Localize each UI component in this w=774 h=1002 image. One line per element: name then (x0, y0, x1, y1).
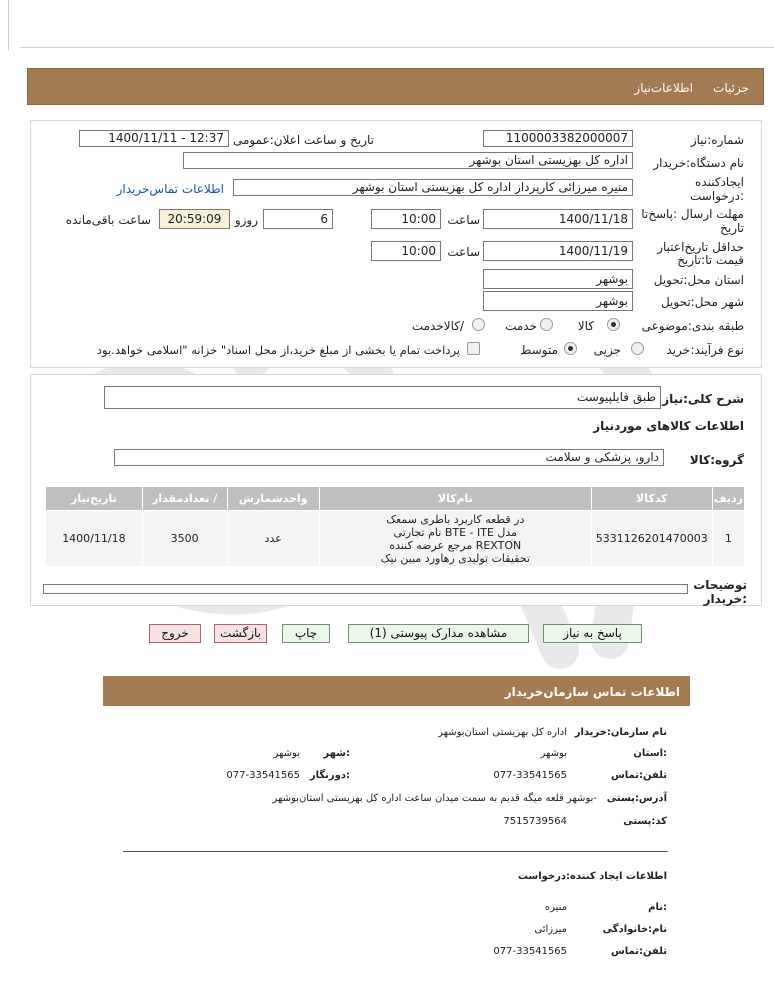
process-small-radio[interactable] (631, 342, 644, 355)
process-label: نوع فرآیند: (690, 343, 744, 357)
creator-label-2: :درخواست (690, 189, 744, 203)
creator-label-1: ایجادکننده (695, 175, 744, 189)
contact-title-bar (103, 676, 690, 706)
city-field: بوشهر (483, 291, 633, 311)
phone-value: 077-33541565 (493, 770, 567, 781)
fax-label: :دورنگار (309, 770, 350, 781)
remaining-label: ساعت باقی‌مانده (65, 213, 151, 227)
cell-qty: 3500 (142, 511, 227, 567)
creator-name-label: :نام (648, 902, 667, 913)
validity-label-2: قیمت تا:تاریخ (677, 253, 744, 267)
buyer-field: اداره کل بهزیستی استان بوشهر (183, 152, 633, 169)
deadline-date-field: 1400/11/18 (483, 209, 633, 229)
attachments-button[interactable]: مشاهده مدارک پیوستی (1) (348, 624, 529, 643)
validity-label-1: حداقل تاریخ‌اعتبار (657, 240, 744, 254)
buyer-contact-link[interactable]: اطلاعات تماس‌خریدار (116, 182, 224, 196)
need-number-label: شماره:نیاز (690, 133, 744, 147)
org-value: اداره کل بهزیستی استان‌بوشهر (438, 727, 567, 738)
process-medium-label: متوسط (520, 343, 558, 357)
creator-family-label: نام:خانوادگی (602, 924, 667, 935)
remaining-time-field: 20:59:09 (159, 209, 230, 229)
cell-row: 1 (712, 511, 744, 567)
contact-title: اطلاعات تماس سازمان‌خریدار (504, 685, 680, 699)
address-value: -بوشهر قلعه میگه قدیم به سمت میدان ساعت اداره کل بهزیستی استان‌بوشهر (272, 793, 597, 804)
creator-field: منیره میرزائی کارپرداز اداره کل بهزیستی استان بوشهر (233, 179, 633, 196)
validity-time-label: ساعت (447, 245, 480, 259)
col-date: تاریخ‌نیاز (46, 487, 143, 511)
category-goods-radio[interactable] (607, 318, 620, 331)
city-label: شهر محل:تحویل (660, 295, 744, 309)
announce-label: تاریخ و ساعت اعلان:عمومی (232, 133, 374, 147)
days-field: 6 (263, 209, 333, 229)
postal-label: کد:پستی (623, 816, 667, 827)
col-row: ردیف (712, 487, 744, 511)
deadline-time-label: ساعت (447, 213, 480, 227)
description-field: طبق فایلپیوست (104, 386, 661, 409)
col-name: نام‌کالا (319, 487, 591, 511)
col-unit: واحدشمارش (227, 487, 319, 511)
category-service-label: خدمت (505, 319, 537, 333)
reply-button[interactable]: پاسخ به نیاز (543, 624, 642, 643)
category-label: طبقه بندی:موضوعی (641, 319, 744, 333)
deadline-label-1: مهلت ارسال :پاسخ‌تا (641, 207, 744, 221)
cell-date: 1400/11/18 (46, 511, 143, 567)
city-contact-value: بوشهر (273, 748, 300, 759)
creator-family-value: میرزائی (534, 924, 567, 935)
city-contact-label: :شهر (323, 748, 350, 759)
category-both-label: /کالاخدمت (411, 319, 464, 333)
goods-group-label: گروه:کالا (689, 453, 744, 467)
tab-need-info[interactable]: اطلاعات‌نیاز (634, 81, 693, 95)
province-field: بوشهر (483, 269, 633, 289)
table-row (46, 511, 745, 567)
goods-info-title: اطلاعات کالاهای موردنیاز (593, 419, 744, 433)
contact-separator (123, 851, 668, 852)
top-rule (20, 47, 774, 48)
cell-unit: عدد (227, 511, 319, 567)
description-label: شرح کلی:نیاز (662, 392, 744, 406)
back-button[interactable]: بازگشت (214, 624, 267, 643)
header-bar (27, 68, 764, 105)
left-rule (8, 0, 9, 50)
creator-info-title: اطلاعات ایجاد کننده:درخواست (517, 871, 667, 882)
treasury-payment-checkbox[interactable] (467, 342, 480, 355)
org-label: نام سازمان:خریدار (574, 727, 667, 738)
print-button[interactable]: چاپ (282, 624, 330, 643)
creator-phone-label: تلفن:تماس (610, 946, 667, 957)
category-both-radio[interactable] (472, 318, 485, 331)
deadline-label-2: تاریخ (720, 221, 744, 235)
col-code: کدکالا (591, 487, 712, 511)
treasury-payment-note: پرداخت تمام یا بخشی از مبلغ خرید،از محل اسناد" خزانه "اسلامی خواهد.بود (96, 343, 460, 357)
deadline-time-field: 10:00 (371, 209, 441, 229)
validity-date-field: 1400/11/19 (483, 241, 633, 261)
need-number-field: 1100003382000007 (483, 130, 633, 147)
category-goods-label: کالا (577, 319, 594, 333)
fax-value: 077-33541565 (226, 770, 300, 781)
process-small-label: جزیی (593, 343, 621, 357)
cell-name: در قطعه کاربرد باطری سمعک مدل BTE - ITE نام تجارتی REXTON مرجع عرضه کننده تحقیقات تولیدی رهاورد مبین نیک (319, 511, 591, 567)
validity-time-field: 10:00 (371, 241, 441, 261)
goods-group-field: دارو، پزشکی و سلامت (114, 449, 664, 466)
province-contact-value: بوشهر (540, 748, 567, 759)
exit-button[interactable]: خروج (149, 624, 201, 643)
days-label: روزو (234, 213, 258, 227)
postal-value: 7515739564 (503, 816, 567, 827)
province-contact-label: :استان (633, 748, 667, 759)
buyer-notes-label-1: توضیحات (693, 578, 747, 592)
table-header-row (46, 487, 745, 511)
phone-label: تلفن:تماس (610, 770, 667, 781)
creator-name-value: منیره (544, 902, 567, 913)
creator-phone-value: 077-33541565 (493, 946, 567, 957)
process-buy-label: خرید (666, 343, 690, 357)
tab-details[interactable]: جزئیات (713, 81, 749, 95)
category-service-radio[interactable] (540, 318, 553, 331)
buyer-notes-field (43, 584, 688, 594)
col-qty: / تعدادمقدار (142, 487, 227, 511)
process-medium-radio[interactable] (564, 342, 577, 355)
goods-table (45, 486, 745, 567)
announce-field: 1400/11/11 - 12:37 (79, 130, 229, 147)
buyer-notes-label-2: :خریدار (703, 592, 747, 606)
buyer-label: نام دستگاه:خریدار (653, 156, 744, 170)
address-label: آدرس:پستی (606, 793, 667, 804)
province-label: استان محل:تحویل (653, 273, 744, 287)
cell-code: 5331126201470003 (591, 511, 712, 567)
